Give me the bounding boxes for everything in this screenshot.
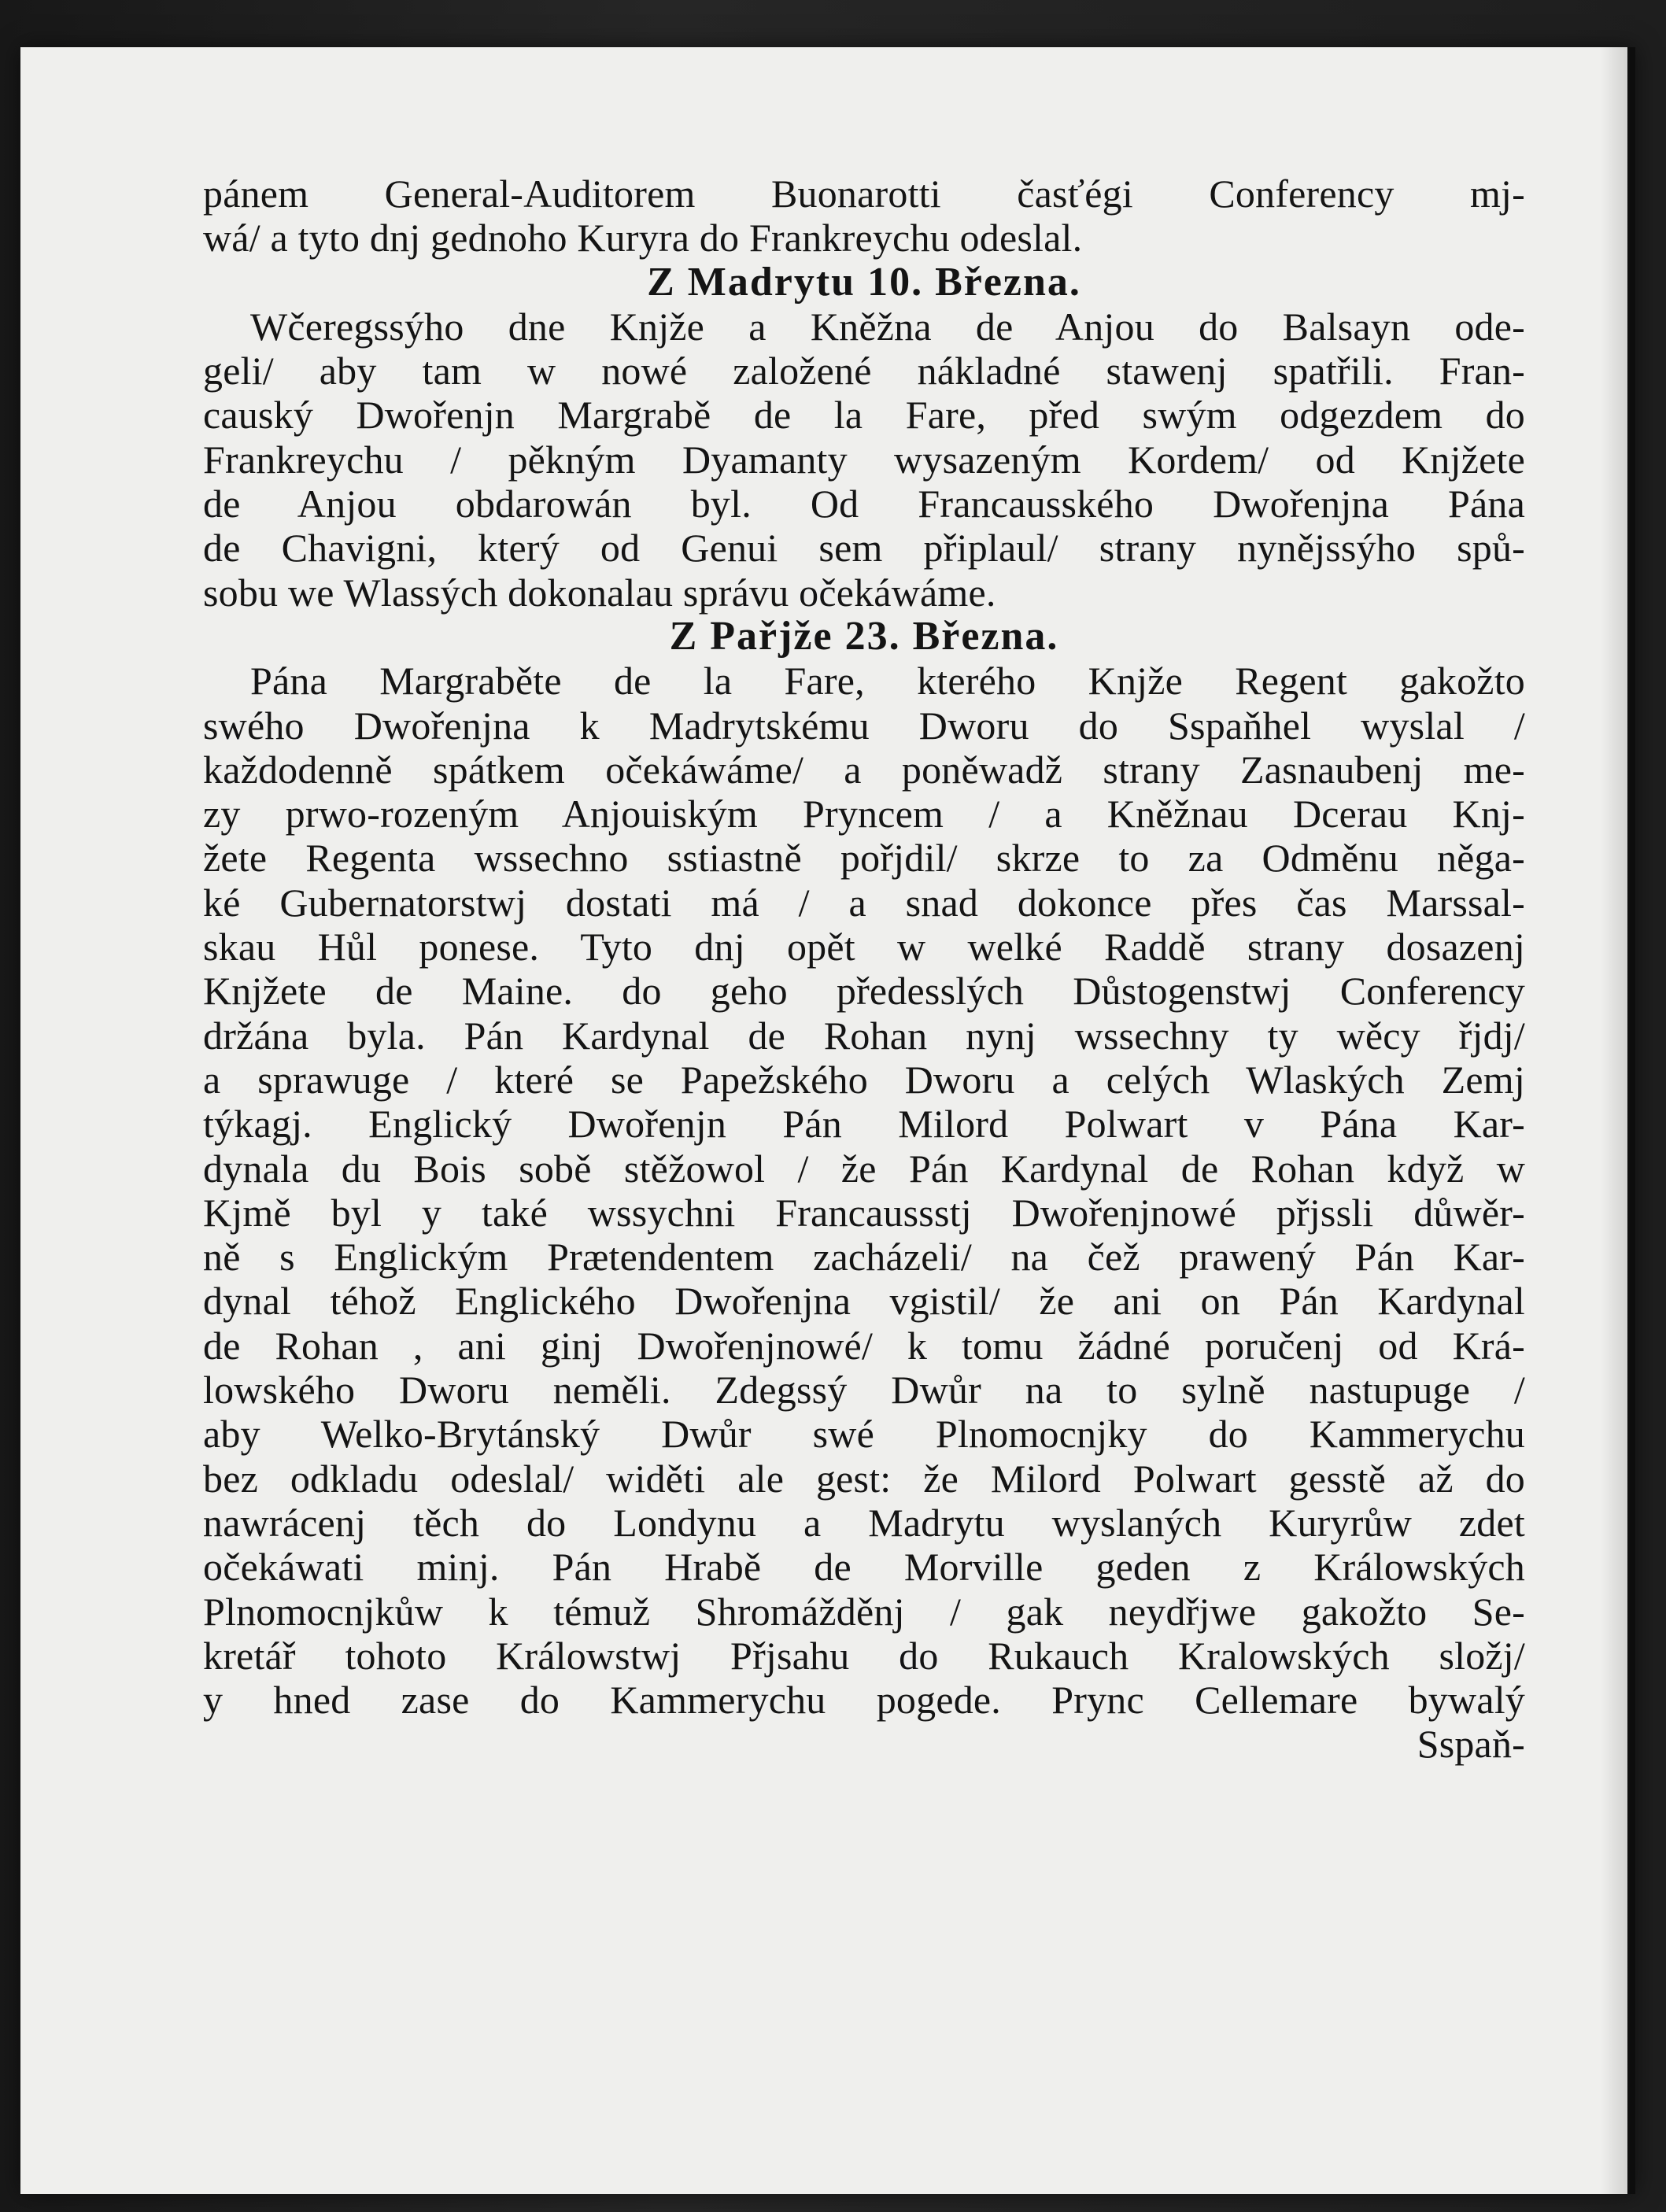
text-line: de Chavigni, který od Genui sem připlaul/ strany nynějssýho spů- — [203, 526, 1525, 571]
text-line: bez odkladu odeslal/ widěti ale gest: že Milord Polwart gesstě až do — [203, 1456, 1525, 1501]
text-line: každodenně spátkem očekáwáme/ a poněwadž strany Zasnaubenj me- — [203, 747, 1525, 792]
text-line: žete Regenta wssechno sstiastně pořjdil/ skrze to za Odměnu něga- — [203, 836, 1525, 881]
text-line: de Anjou obdarowán byl. Od Francausského Dwořenjna Pána — [203, 482, 1525, 526]
text-line: ně s Englickým Prætendentem zacházeli/ na čež prawený Pán Kar- — [203, 1235, 1525, 1280]
document-page — [20, 47, 1635, 2194]
text-line: aby Welko-Brytánský Dwůr swé Plnomocnjky do Kammerychu — [203, 1412, 1525, 1457]
text-line: nawrácenj těch do Londynu a Madrytu wyslaných Kuryrůw zdet — [203, 1500, 1525, 1545]
text-line: Knjžete de Maine. do geho předesslých Důstogenstwj Conferency — [203, 969, 1525, 1014]
text-line: y hned zase do Kammerychu pogede. Prync Cellemare bywalý — [203, 1678, 1525, 1723]
text-line: geli/ aby tam w nowé založené nákladné stawenj spatřili. Fran- — [203, 349, 1525, 393]
text-line: zy prwo-rozeným Anjouiským Pryncem / a Kněžnau Dcerau Knj- — [203, 792, 1525, 836]
section-heading: Z Madrytu 10. Března. — [647, 260, 1081, 305]
text-line: de Rohan , ani ginj Dwořenjnowé/ k tomu žádné poručenj od Krá- — [203, 1323, 1525, 1368]
text-line: pánem General-Auditorem Buonarotti časťégi Conferency mj- — [203, 172, 1525, 216]
text-line: skau Hůl ponese. Tyto dnj opět w welké Raddě strany dosazenj — [203, 925, 1525, 969]
text-line: wá/ a tyto dnj gednoho Kuryra do Frankreychu odeslal. — [203, 216, 1083, 260]
text-line: a sprawuge / které se Papežského Dworu a celých Wlaských Zemj — [203, 1057, 1525, 1102]
text-line: očekáwati minj. Pán Hrabě de Morville geden z Králowských — [203, 1545, 1525, 1590]
page-edge-shadow — [1601, 47, 1627, 2194]
text-line: Plnomocnjkůw k témuž Shromážděnj / gak neydřjwe gakožto Se- — [203, 1589, 1525, 1634]
text-line: Pána Margraběte de la Fare, kterého Knjže Regent gakožto — [250, 659, 1525, 703]
text-line: dynal téhož Englického Dwořenjna vgistil/ že ani on Pán Kardynal — [203, 1279, 1525, 1324]
text-line: lowského Dworu neměli. Zdegssý Dwůr na to sylně nastupuge / — [203, 1368, 1525, 1413]
text-line: causký Dwořenjn Margrabě de la Fare, před swým odgezdem do — [203, 393, 1525, 438]
text-line: Wčeregssýho dne Knjže a Kněžna de Anjou do Balsayn ode- — [250, 304, 1525, 349]
text-line: sobu we Wlassých dokonalau správu očekáwáme. — [203, 570, 996, 615]
text-line: Kjmě byl y také wssychni Francaussstj Dwořenjnowé přjssli důwěr- — [203, 1190, 1525, 1235]
text-line: dynala du Bois sobě stěžowol / že Pán Kardynal de Rohan když w — [203, 1146, 1525, 1191]
text-line: týkagj. Englický Dwořenjn Pán Milord Polwart v Pána Kar- — [203, 1102, 1525, 1147]
text-line: kretář tohoto Králowstwj Přjsahu do Rukauch Kralowských složj/ — [203, 1633, 1525, 1678]
text-line: Frankreychu / pěkným Dyamanty wysazeným Kordem/ od Knjžete — [203, 437, 1525, 482]
text-line: swého Dwořenjna k Madrytskému Dworu do Sspaňhel wyslal / — [203, 703, 1525, 748]
catchword: Sspaň- — [1417, 1722, 1525, 1767]
page-text-block — [203, 172, 1525, 1767]
text-line: držána byla. Pán Kardynal de Rohan nynj wssechny ty wěcy řjdj/ — [203, 1013, 1525, 1058]
text-line: ké Gubernatorstwj dostati má / a snad dokonce přes čas Marssal- — [203, 880, 1525, 925]
section-heading: Z Pařjže 23. Března. — [669, 614, 1059, 659]
